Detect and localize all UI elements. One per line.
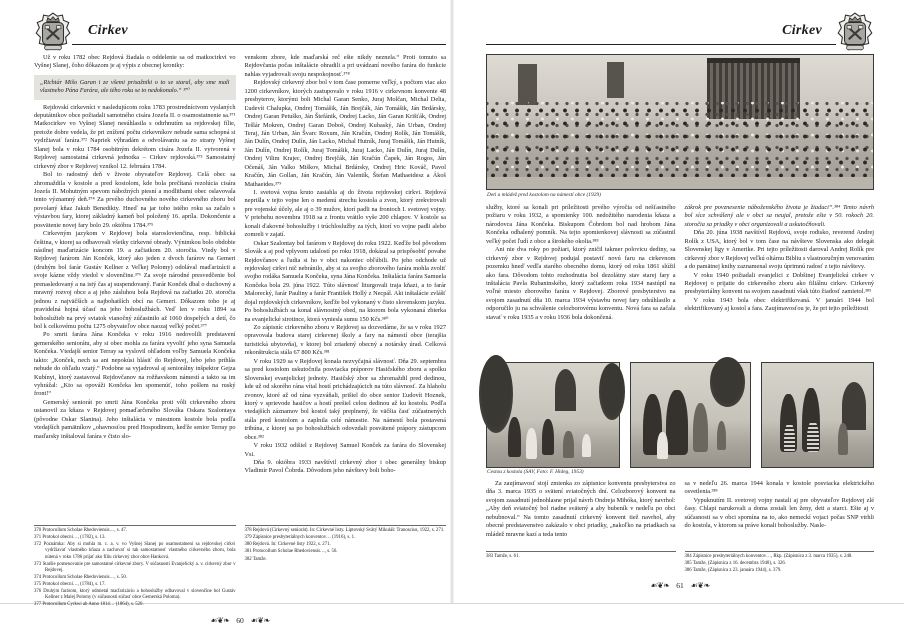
photo-crowd-before-church <box>486 54 874 190</box>
photo-doorway-shape <box>842 382 866 430</box>
paragraph: V roku 1929 sa v Rejdovej konala nezvyčajná slávnosť. Dňa 29. septembra sa pred kostolom uskutočnila posviacka práporov Hasičského zboru a spolku Slovenskej evanjelickej jednoty. Hasičský zbor sa zhromaždil pred dedinou, kde už od skorého rána vítal hostí prichádzajúcich na túto slávnosť. Za hlaholu zvonov, ktoré až od rána vyzváňali, prišiel do obce senior Ľudovít Hoznek, ktorý v sprievode hasičov a hostí prešiel celou dedinou až ku kostolu. Podľa vtedajších záznamov bol kostol taký preplnený, že väčšia časť zúčastnených stála pred kostolom a zaplnila celé námestie. Na námestí bola postavená tribúna, z ktorej sa po bohoslužbách odovzdali posvätené prápory zástupcom obce.³⁸² <box>244 357 446 441</box>
photo-crowd-shape <box>487 102 873 177</box>
body-column-2 <box>685 480 875 544</box>
village-crest-icon <box>34 12 72 54</box>
paragraph: V roku 1940 požiadali evanjelici z Dobšinej Evanjelickú cirkev v Rejdovej o prijatie do cirkevného zboru ako filiálnu cirkev. Cirkevný presbyteriálny konvent na svojom zasadnutí však túto žiadosť zamietol.³⁸⁵ <box>684 271 874 296</box>
paragraph: Dňa 20. júna 1938 navštívil Rejdovú, svoje rodisko, reverend Andrej Rolík z USA, ktorý bol v tom čase na návšteve Slovenska ako delegát Slovenskej ligy v Amerike. Pri tejto príležitosti daroval Andrej Rolík pre cirkevný zbor v Rejdovej veľkú oltárnu Bibliu s vlastnoručným venovaním a do pamätnej knihy zaznamenal svoju úprimnú radosť z tejto návštevy. <box>684 229 875 271</box>
footnote-column-2 <box>245 525 447 610</box>
header-rule <box>72 21 446 45</box>
figure-skirt-shape <box>807 421 819 452</box>
figure-silhouette <box>508 417 521 457</box>
footnote: 374 Protocollum Scholae Rhedoviensis…, s. 50. <box>34 574 128 580</box>
footnote: 375 Protokol obecní…, (1784), s. 17. <box>34 582 106 587</box>
paragraph: Gemerský seniorát po smrti Jána Končeka proti vôli cirkevného zboru ustanovil za kňaza v Rejdovej pomaďarčeného Slováka Oskara Szalontaya (pôvodne Oskar Slanina). Jeho inštalácia v miestnom kostole bola podľa vtedajších pamätníkov „ohavnosťou pred Hospodinom, keďže senior Terray po maďarsky inštaloval farára v čisto slo- <box>34 398 236 440</box>
page-number: 61 <box>676 581 684 591</box>
paragraph: I. svetová vojna kruto zasiahla aj do života rejdovskej cirkvi. Rejdová neprišla v tejto vojne len o medenú strechu kostola a zvon, ktorý zrekvirovali pre vojenské účely, ale aj o 39 mužov, ktorí padli na frontoch I. svetovej vojny. V priebehu novembra 1918 sa z frontu vrátilo vyše 200 chlapov. V kostole sa konali ďakovné bohoslužby i trúchloslužby za tých, ktorí vo vojne padli alebo zomreli v zajatí. <box>244 189 446 239</box>
footnote-column-1 <box>34 525 236 610</box>
photo-window-shape <box>607 62 624 98</box>
chapter-title: Cirkev <box>88 23 128 38</box>
figure-silhouette <box>526 428 537 459</box>
chronicle-quote-box: „Richtár Mišo Garan i ze všemi prisažniki o to se staral, aby sme mali vlastneho Pána Farára, ale tého roku se to nedokonalo.“ ³⁷⁰ <box>34 75 236 100</box>
paragraph: Za zaujímavosť stojí zmienka zo zápisnice konventu presbyterstva zo dňa 3. marca 1935 o svätení sviatočných dní. Celozborový konvent na svojom zasadnutí jednohlasne prijal návrh Ondreja Mihóka, ktorý navrhol: „Aby deň sviatočný bol riadne svätený a aby bubeník v nedeľu po obci nebubnoval.“ Na tomto zasadnutí cirkevný konvent tiež navrhol, aby obecné predstavenstvo zakázalo v obci priadky, „nakoľko na priadkach sa mládež mravne kazí a teda tento <box>486 480 676 538</box>
photo-tree-shape <box>710 357 746 407</box>
footnote: 371 Protokol obecní…, (1782), s. 13. <box>34 535 106 541</box>
paragraph: Dňa 9. októbra 1933 navštívil cirkevný zbor i obec generálny biskup Vladimír Pavol Čobrda. Dôvodom jeho návštevy boli boho- <box>244 459 446 475</box>
page-header <box>34 12 446 45</box>
photo-women-in-folk-costume <box>761 362 874 468</box>
footnote: 383 Tamže, s. 61. <box>486 554 520 559</box>
figure-silhouette <box>542 419 554 454</box>
body-column-1 <box>486 204 676 357</box>
paragraph: V roku 1932 odišiel z Rejdovej Samuel Konček za farára do Slovenskej Vsi. <box>244 442 446 458</box>
page-footer <box>34 616 446 625</box>
footnote: 384 Zápisnice presbyteriálnych konventov…, Rkp. (Zápisnica z 3. marca 1935), s. 248. <box>684 554 853 559</box>
page-footer <box>486 581 874 590</box>
paragraph: Ani nie dva roky po požiari, ktorý zničil takmer polovicu dediny, sa cirkevný zbor v Rejdovej podujal postaviť novú faru na cirkevnom pozemku hneď vedľa starého obecného domu, ktorý od roku 1861 slúžil ako fara. Dôvodom tohto rozhodnutia bol dezolátny stav starej fary a inštalácia Pavla Rubaninského, ktorý začiatkom roka 1934 nastúpil na voľné miesto zborového farára v Rejdovej. Zborové presbyterstvo na svojom zasadnutí dňa 10. marca 1934 výstavbu novej fary odsúhlasilo a odporučilo ju na schválenie celozborovému konventu. Nová fara sa začala stavať v roku 1935 a v roku 1936 bola dokončená. <box>486 246 676 321</box>
photo-caption: Deti a mládež pred kostolom na námestí obce (1929) <box>487 192 601 198</box>
footnote-column-1 <box>486 551 676 575</box>
header-rule <box>486 21 836 45</box>
body-text-columns-lower <box>486 480 874 544</box>
footnote: 385 Tamže, (Zápisnica z 16. decembra 1940), s. 326. <box>684 561 786 567</box>
right-page <box>452 0 904 603</box>
footnote: 376 Druhým farárom, ktorý odmietal maďarizáciu a bohoslužby odbavoval v slovenčine bol Gustáv Kellner z Malej Polomy (v súčasnosti súčasť obce Gemerská Poloma). <box>34 589 236 601</box>
paragraph: Rejdovskí cirkevníci v nasledujúcom roku 1783 prostredníctvom vyslaných deputátnikov obce požiadali samotného cisára Jozefa II. o osamostatnenie sa.³⁷¹ Matkocirkev vo Vyšnej Slanej nesúhlasila s odtrhnutím sa rejdovskej fílie, pretože dobre vedela, že pri znížení počtu cirkevníkov nebude sama schopná si vydržiavať farára.³⁷² Napriek výhradám a odvolávaniu sa zo strany Vyšnej Slanej bola v roku 1784 osobitným dekrétom cisára Jozefa II. vytvorená v Rejdovej samostatná cirkevná jednotka – Cirkev rejdovská.³⁷³ Samostatný cirkevný zbor v Rejdovej vznikol 12. februára 1784. <box>34 103 236 170</box>
body-column-1 <box>34 54 236 518</box>
chapter-title: Cirkev <box>782 23 822 38</box>
paragraph: Vypuknutím II. svetovej vojny nastali aj pre obyvateľov Rejdovej zlé časy. Chlapi narukovali a doma zostali len ženy, deti a starci. Ešte aj v súčasnosti sa v obci spomína na to, ako nemeckí vojaci počas SNP vtrhli do kostola, v ktorom sa práve konali bohoslužby. Nasle- <box>684 496 874 530</box>
figure-silhouette <box>838 423 848 454</box>
photo-tree-shape <box>599 363 625 420</box>
photo-women-in-shawls <box>630 362 752 468</box>
photo-ground-shape <box>487 177 873 189</box>
paragraph: Rejdovský cirkevný zbor bol v tom čase pomerne veľký, s počtom viac ako 1200 cirkevníkov, ktorých zastupovalo v roku 1916 v cirkevnom konvente 48 presbyterov, ktorými boli Michal Garan Senko, Juraj Molčan, Michal Delia, Ľudevít Chalupka, Ondrej Tomášik, Ján Brejčák, Ján Tomášik, Ján Brdársky, Ondrej Garan Petuško, Ján Štefánik, Ondrej Lacko, Ján Garan Krišťák, Ondrej Tešlár Mokren, Ondrej Garan Doboš, Ondrej Kubaský, Ján Urban, Ondrej Teraj, Ján Urban, Ján Švarc Roxum, Ján Kračún, Ondrej Rolík, Ján Tomášik, Ján Dulín, Ondrej Dulín, Ján Lacko, Michal Hutník, Juraj Tomášik, Ján Hutník, Ján Dulín, Ondrej Rolík, Juraj Tomášik, Juraj Lacko, Ján Dulín, Juraj Dulín, Ondrej Vilim Krajec, Ondrej Brejčák, Ján Kračún Čapek, Ján Rogos, Ján Očenáš, Ján Valko Miškov, Michal Brdársky, Ondrej Hric Kováč, Pavol Kračún, Ján Gollan, Ján Kračún, Ján Valentík, Štefan Mathaeidesz a Ákoš Mathaeides.³⁷⁹ <box>244 79 446 188</box>
paragraph: zákrok pre povznesenie náboženského života je žiaduci“.³⁸⁴ Tento návrh bol síce schválený ale v obci sa neujal, pretože ešte v 50. rokoch 20. storočia sa priadky v obci organizovali a uskutočňovali. <box>684 204 874 228</box>
body-column-2 <box>685 204 875 357</box>
footnote: 373 Staršie pomenovanie pre samostatné cirkevné zbory. V súčasnosti Evanjelický a. v. cirkevný zbor v Rejdovej. <box>34 561 236 573</box>
paragraph: Po smrti farára Jána Končeka v roku 1916 nedovolili predstavení gemerského seniorátu, aby si obec mohla za farára vyvoliť jeho syna Samuela Končeka. Vtedajší senior Terray sa vyslovil ohľadom voľby Samuela Končeka takto: „Konček, nech sa ani nepokúsi hlásiť do Rejdovej, lebo jeho prihlás nebude do ohľadu vzatý.“ Podobne sa vyjadroval aj seniorálny inšpektor Gejza Kubínyi, ktorý zastavoval Rejdovčanov na rožňavskom námestí a takto sa im vyhrážal: „Kto sa opováži Končeka len spomenúť, toho pošlem na ruský front!“ <box>34 331 236 398</box>
photo-caption: Cestou z kostola (SAV, Foto: F. Hideg, 1953) <box>487 469 584 475</box>
paragraph: Oskar Szalontay bol farárom v Rejdovej do roku 1922. Keďže bol pôvodom Slovák a aj pod vplyvom udalostí po roku 1918, dokázal sa prispôsobiť povahe Rejdovčanov a ľudia si ho v obci nakoniec obľúbili. Po jeho odchode už rejdovskej cirkvi nič nebránilo, aby si za svojho zborového farára mohla zvoliť svojho rodáka Samuela Končeka, syna Jána Končeka. Inštalácia farára Samuela Končeka bola 29. júna 1922. Túto slávnosť liturgovali traja kňazi, a to farár Malorecký, farár Pauliny a farár František Hollý z Necpál. Akt inštalácie zvlášť dojal rejdovských cirkevníkov, keďže bol vykonaný v čisto slovenskom jazyku. Po bohoslužbách sa konal slávnostný obed, na ktorom bola vykonaná zbierka na evanjelické sirotince, ktorá vyniesla sumu 150 Kčs.³⁸⁰ <box>244 239 446 323</box>
photo-row <box>486 362 874 468</box>
paragraph: Zo zápisníc cirkevného zboru v Rejdovej sa dozvedáme, že sa v roku 1927 opravovala budova starej cirkevnej školy a fary na námestí obce (terajšia turistická ubytovňa), v ktorej bol zriadený obecný a notársky úrad. Celková rekonštrukcia stála 67 800 Kčs.³⁸¹ <box>244 324 446 357</box>
page-header <box>486 12 874 45</box>
footnote: 379 Zápisnice presbyteriálnych konventov… (1916), s. 1. <box>244 535 356 541</box>
footer-ornament-left-icon: ☙❦❧ <box>650 581 670 591</box>
footnote: 381 Protocollum Scholae Rhedoviensis…, s. 56. <box>244 549 338 555</box>
page-number: 60 <box>236 615 244 625</box>
footer-ornament-right-icon: ☙❦❧ <box>250 615 270 625</box>
figure-skirt-shape <box>784 423 795 452</box>
footnote: 372 Poznámka: Aby si mohla m. c. a. v. vo Vyšnej Slanej po osamostatnení sa rejdovskej cirkvi vydržiavať vlastného kňaza a zachovať si tak samostatnosť vlastného cirkevného zboru, bola nútená v roku 1786 prijať ako fíliu cirkevný zbor obce Hanková. <box>34 542 236 560</box>
figure-silhouette <box>657 432 668 459</box>
body-column-2 <box>245 54 447 518</box>
body-text-columns-upper <box>486 204 874 357</box>
footer-ornament-left-icon: ☙❦❧ <box>210 615 230 625</box>
photo-children-walking-from-church <box>486 362 620 468</box>
footnote: 386 Tamže, (Zápisnica z 23. januára 1944), s. 379. <box>684 568 782 574</box>
footnotes-section <box>486 551 874 575</box>
body-column-1 <box>486 480 676 544</box>
figure-silhouette <box>666 390 688 454</box>
paragraph: služby, ktoré sa konali pri príležitosti prvého výročia od nešťastného požiaru v roku 1932, a spomienky 100. nedožitého narodenia kňaza a národovca Jána Končeka. Biskupom Čobrdom bol nad hrobom Jána Končeka odhalený pomník. Na tejto spomienkovej slávnosti sa zúčastnil veľký počet ľudí z obce a širokého okolia.³⁸³ <box>486 204 676 245</box>
photo-window-shape <box>518 64 537 104</box>
figure-silhouette <box>563 431 574 458</box>
footnote: 370 Protocollum Scholae Rhedoviensis…, s. 47. <box>34 528 128 533</box>
paragraph: Cirkevným jazykom v Rejdovej bola staroslovienčina, resp. biblická čeština, v ktorej sa odbavovali všetky cirkevné obrady. Výnimkou bolo obdobie násilnej maďarizácie koncom 19. a začiatkom 20. storočia. Vtedy bol v Rejdovej farárom Ján Konček, ktorý ako jeden z dvoch farárov na Gemeri (druhým bol farár Gustáv Kellner z Veľkej Polomy) odolával maďarizácii a svoje kázne vždy viedol v slovenčine.³⁷⁶ Za svoje národné presvedčenie bol prenasledovaný a na istý čas aj suspendovaný. Farár Konček dbal o duchovný a mravný rozvoj obce a aj jeho zásluhou bola Rejdová na začiatku 20. storočia jednou z najväčších a najbohatších obcí na Gemeri. Dôkazom toho je aj pravidelná hojná účasť na jeho bohoslužbách. Veď len v roku 1894 sa bohoslužieb na prvý sviatok vianočný zúčastnilo až 1060 dospelých a detí, čo bol k celkovému počtu 1275 obyvateľov obce naozaj veľký počet.³⁷⁷ <box>34 230 236 330</box>
paragraph: V roku 1943 bola obec elektrifikovaná. V januári 1944 bol elektrifikovaný aj kostol a fara. Zaujímavosťou je, že pri tejto príležitosti <box>684 296 874 313</box>
footnote: 380 Rejdová. In: Cirkevné listy 1922, s. 271. <box>244 542 331 548</box>
footnote: 378 Rejdová (Cirkevný seniorát). In: Cirkevné listy. Liptovský Svätý Mikuláš: Tranoscius, 1922, s. 271. <box>244 528 445 533</box>
village-crest-icon <box>836 12 874 54</box>
footnote: 382 Tamže. <box>244 556 267 562</box>
paragraph: Už v roku 1782 obec Rejdová žiadala o oddelenie sa od matkocirkvi vo Vyšnej Slanej, čoho dôkazom je aj výpis z obecnej kroniky: <box>34 54 236 70</box>
paragraph: sa v nedeľu 26. marca 1944 konala v kostole posviacka elektrického osvetlenia.³⁸⁶ <box>684 480 874 496</box>
figure-silhouette <box>582 434 591 457</box>
footnotes-section <box>34 525 446 610</box>
photo-tree-shape <box>479 355 513 433</box>
paragraph: venskom zbore, kde maďarská reč ešte nikdy neznela.“ Proti tomuto sa Rejdovčania počas inštalácie ohradili a pri uvádzaní nového farára do funkcie nahlas vyjadrovali svoju nespokojnosť.³⁷⁸ <box>244 54 446 78</box>
footnote-column-2 <box>685 551 875 575</box>
figure-silhouette <box>717 421 727 450</box>
body-text-columns <box>34 54 446 518</box>
photo-arch-shape <box>555 369 576 411</box>
footnote: 377 Protocollum Cyrkwi ab Anno 1814… (1864), s. 520. <box>34 602 144 608</box>
footer-ornament-right-icon: ☙❦❧ <box>690 581 710 591</box>
paragraph: Bol to radostný deň v živote obyvateľov Rejdovej. Celá obec sa zhromaždila v kostole a pred kostolom, kde bola prečítaná rezolúcia cisára Jozefa II. Mohutným spevom nábožných piesní a modlitbami obec oslavovala tento významný deň.³⁷⁴ Za prvého duchovného nového cirkevného zboru bol povolaný kňaz Jakub Benedikty. Hneď na jar toho istého roku sa začalo s výstavbou fary, ktorej základný kameň bol položený 16. apríla. Dokončenie a posvätenie novej fary bolo 29. októbra 1784.³⁷⁵ <box>34 171 236 229</box>
